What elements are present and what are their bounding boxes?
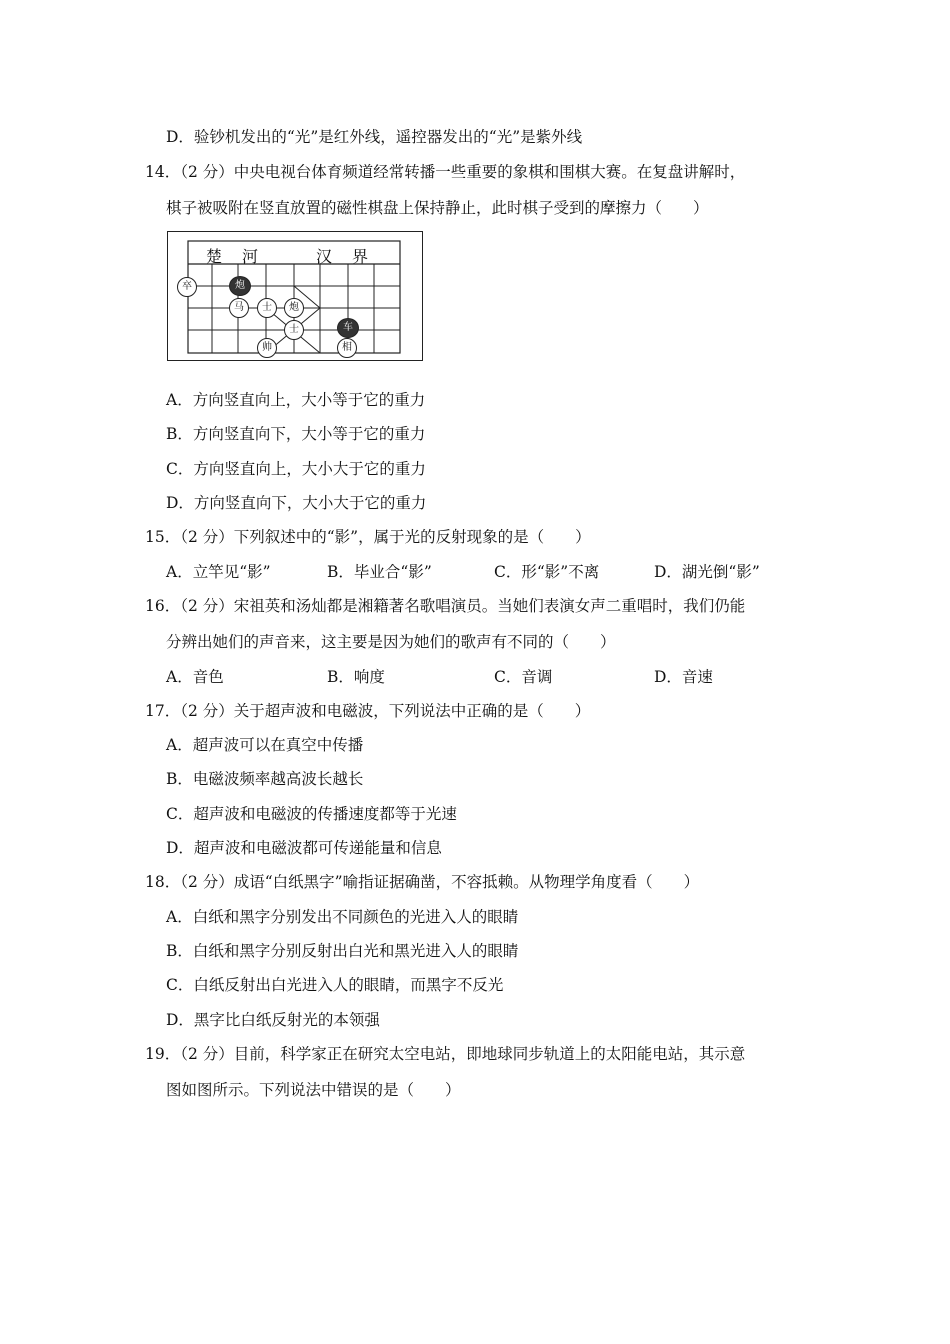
chess-piece-cannon-dark: 炮 bbox=[229, 276, 251, 296]
q18-option-d: D．黑字比白纸反射光的本领强 bbox=[166, 1011, 380, 1029]
q14-option-c: C．方向竖直向上，大小大于它的重力 bbox=[166, 460, 426, 478]
chess-piece-advisor: 士 bbox=[257, 298, 277, 318]
q16-options-row bbox=[166, 667, 816, 687]
chessboard-figure bbox=[167, 231, 423, 361]
q18-stem: 18．（2 分）成语“白纸黑字”喻指证据确凿，不容抵赖。从物理学角度看（ ） bbox=[145, 873, 700, 891]
q19-stem-line1: 19．（2 分）目前，科学家正在研究太空电站，即地球同步轨道上的太阳能电站，其示意 bbox=[145, 1045, 746, 1063]
q18-option-b: B．白纸和黑字分别反射出白光和黑光进入人的眼睛 bbox=[166, 942, 519, 960]
q15-option-c: C．形“影”不离 bbox=[494, 563, 600, 581]
chess-piece-soldier: 卒 bbox=[177, 277, 197, 297]
chess-piece-elephant: 相 bbox=[337, 338, 357, 358]
q15-option-d: D．湖光倒“影” bbox=[654, 563, 760, 581]
chess-piece-cannon: 炮 bbox=[284, 298, 304, 318]
q17-option-c: C．超声波和电磁波的传播速度都等于光速 bbox=[166, 805, 457, 823]
river-left-label: 楚 河 bbox=[206, 247, 261, 266]
q15-options-row bbox=[166, 562, 816, 582]
q18-option-c: C．白纸反射出白光进入人的眼睛，而黑字不反光 bbox=[166, 976, 504, 994]
q13-option-d: D．验钞机发出的“光”是红外线，遥控器发出的“光”是紫外线 bbox=[166, 128, 583, 146]
q16-stem-line1: 16．（2 分）宋祖英和汤灿都是湘籍著名歌唱演员。当她们表演女声二重唱时，我们仍能 bbox=[145, 597, 746, 615]
q14-option-d: D．方向竖直向下，大小大于它的重力 bbox=[166, 494, 427, 512]
chess-piece-marshal: 帅 bbox=[257, 338, 277, 358]
q14-stem-line1: 14．（2 分）中央电视台体育频道经常转播一些重要的象棋和围棋大赛。在复盘讲解时， bbox=[145, 163, 746, 181]
q14-option-b: B．方向竖直向下，大小等于它的重力 bbox=[166, 425, 426, 443]
q16-option-c: C．音调 bbox=[494, 668, 553, 686]
q17-option-d: D．超声波和电磁波都可传递能量和信息 bbox=[166, 839, 442, 857]
q17-option-b: B．电磁波频率越高波长越长 bbox=[166, 770, 364, 788]
q16-option-b: B．响度 bbox=[327, 668, 385, 686]
q16-option-a: A．音色 bbox=[166, 668, 224, 686]
river-right-label: 汉 界 bbox=[316, 247, 371, 266]
chess-piece-advisor: 士 bbox=[284, 320, 304, 340]
q14-option-a: A．方向竖直向上，大小等于它的重力 bbox=[166, 391, 426, 409]
chess-piece-chariot-dark: 车 bbox=[337, 318, 359, 338]
q15-option-a: A．立竿见“影” bbox=[166, 563, 271, 581]
q17-stem: 17．（2 分）关于超声波和电磁波，下列说法中正确的是（ ） bbox=[145, 702, 591, 720]
chess-piece-horse: 马 bbox=[229, 298, 249, 318]
q16-option-d: D．音速 bbox=[654, 668, 713, 686]
q17-option-a: A．超声波可以在真空中传播 bbox=[166, 736, 364, 754]
q15-option-b: B．毕业合“影” bbox=[327, 563, 432, 581]
q14-stem-line2: 棋子被吸附在竖直放置的磁性棋盘上保持静止，此时棋子受到的摩擦力（ ） bbox=[166, 199, 709, 217]
q19-stem-line2: 图如图所示。下列说法中错误的是（ ） bbox=[166, 1081, 461, 1099]
q18-option-a: A．白纸和黑字分别发出不同颜色的光进入人的眼睛 bbox=[166, 908, 519, 926]
q15-stem: 15．（2 分）下列叙述中的“影”，属于光的反射现象的是（ ） bbox=[145, 528, 591, 546]
q16-stem-line2: 分辨出她们的声音来，这主要是因为她们的歌声有不同的（ ） bbox=[166, 633, 616, 651]
